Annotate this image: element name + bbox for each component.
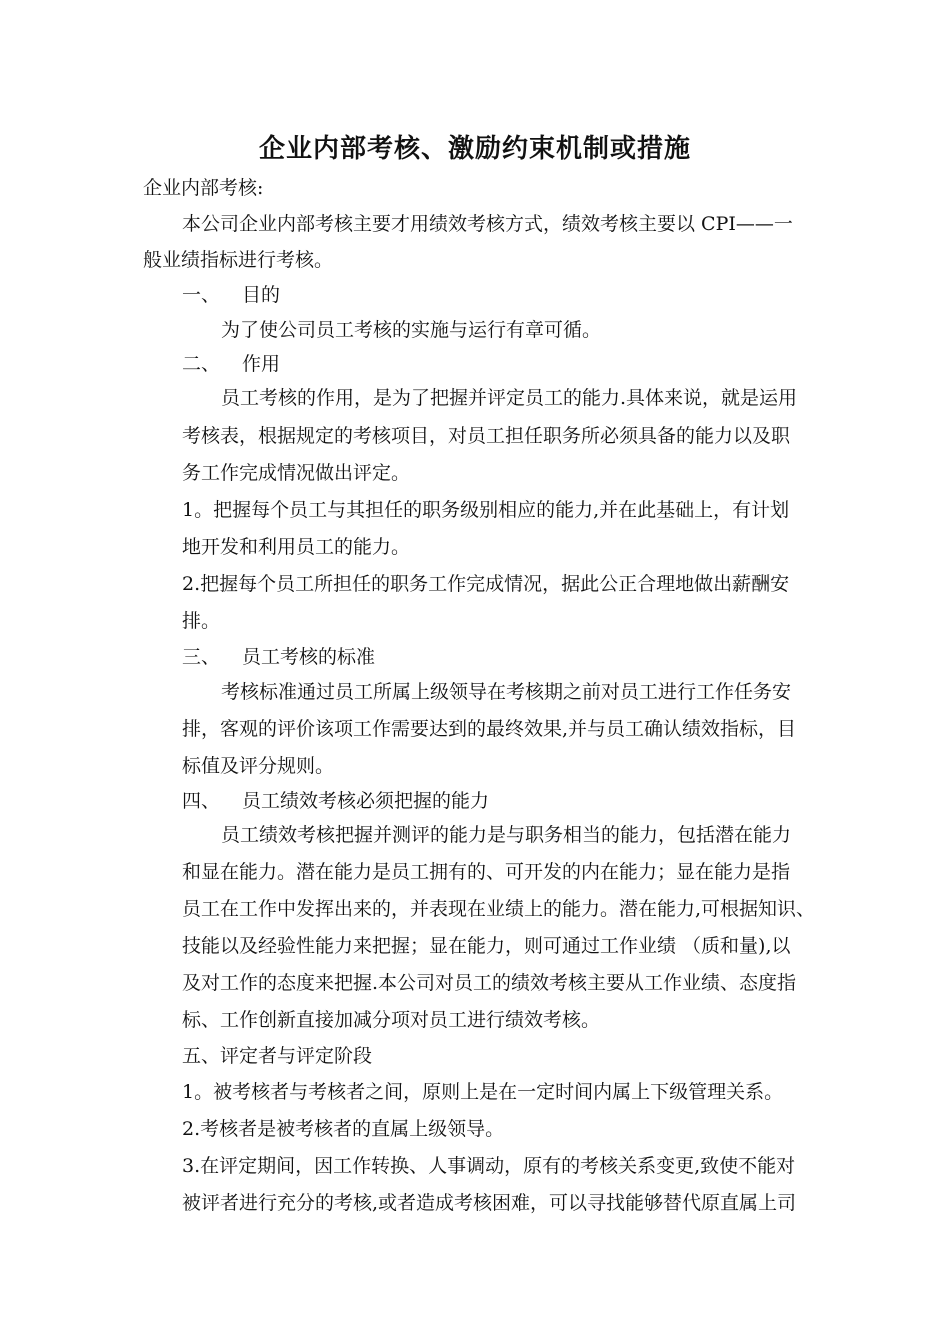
section-number: 二、 xyxy=(182,353,221,375)
paragraph-line: 排。 xyxy=(182,610,221,632)
section-heading-5: 五、评定者与评定阶段 xyxy=(182,1045,373,1067)
section-heading-4 xyxy=(182,789,489,813)
section-number: 三、 xyxy=(182,646,221,668)
paragraph-line: 地开发和利用员工的能力。 xyxy=(182,536,411,558)
paragraph-line: 务工作完成情况做出评定。 xyxy=(182,462,411,484)
section-title: 作用 xyxy=(242,353,281,375)
paragraph-line: 和显在能力。潜在能力是员工拥有的、可开发的内在能力；显在能力是指 xyxy=(182,861,791,883)
paragraph-line: 为了使公司员工考核的实施与运行有章可循。 xyxy=(221,319,602,341)
paragraph-line: 2.把握每个员工所担任的职务工作完成情况，据此公正合理地做出薪酬安 xyxy=(182,573,790,595)
paragraph-line: 员工在工作中发挥出来的，并表现在业绩上的能力。潜在能力,可根据知识、 xyxy=(182,898,816,920)
section-number: 一、 xyxy=(182,284,221,306)
paragraph-line: 员工考核的作用，是为了把握并评定员工的能力.具体来说，就是运用 xyxy=(221,387,798,409)
paragraph-line: 标、工作创新直接加减分项对员工进行绩效考核。 xyxy=(182,1009,601,1031)
intro-heading: 企业内部考核: xyxy=(143,177,264,199)
paragraph-line: 及对工作的态度来把握.本公司对员工的绩效考核主要从工作业绩、态度指 xyxy=(182,972,797,994)
paragraph-line: 标值及评分规则。 xyxy=(182,755,335,777)
section-heading-3 xyxy=(182,645,375,669)
section-title: 目的 xyxy=(242,284,281,306)
paragraph-line: 3.在评定期间，因工作转换、人事调动，原有的考核关系变更,致使不能对 xyxy=(182,1155,796,1177)
paragraph-line: 2.考核者是被考核者的直属上级领导。 xyxy=(182,1118,505,1140)
document-title: 企业内部考核、激励约束机制或措施 xyxy=(258,134,691,164)
section-number: 四、 xyxy=(182,790,221,812)
paragraph-line: 考核表，根据规定的考核项目，对员工担任职务所必须具备的能力以及职 xyxy=(182,425,791,447)
paragraph-line: 1。把握每个员工与其担任的职务级别相应的能力,并在此基础上，有计划 xyxy=(182,499,790,521)
section-heading-2 xyxy=(182,352,280,376)
paragraph-line: 考核标准通过员工所属上级领导在考核期之前对员工进行工作任务安 xyxy=(221,681,792,703)
section-title: 员工绩效考核必须把握的能力 xyxy=(242,790,490,812)
paragraph-line: 被评者进行充分的考核,或者造成考核困难，可以寻找能够替代原直属上司 xyxy=(182,1192,797,1214)
paragraph-line: 般业绩指标进行考核。 xyxy=(143,249,334,271)
section-heading-1 xyxy=(182,283,280,307)
paragraph-line: 技能以及经验性能力来把握；显在能力，则可通过工作业绩 （质和量),以 xyxy=(182,935,791,957)
paragraph-line: 1。被考核者与考核者之间，原则上是在一定时间内属上下级管理关系。 xyxy=(182,1081,784,1103)
section-title: 员工考核的标准 xyxy=(242,646,376,668)
paragraph-line: 员工绩效考核把握并测评的能力是与职务相当的能力，包括潜在能力 xyxy=(221,824,792,846)
paragraph-line: 排，客观的评价该项工作需要达到的最终效果,并与员工确认绩效指标，目 xyxy=(182,718,797,740)
paragraph-line: 本公司企业内部考核主要才用绩效考核方式，绩效考核主要以 CPI——一 xyxy=(182,213,793,235)
